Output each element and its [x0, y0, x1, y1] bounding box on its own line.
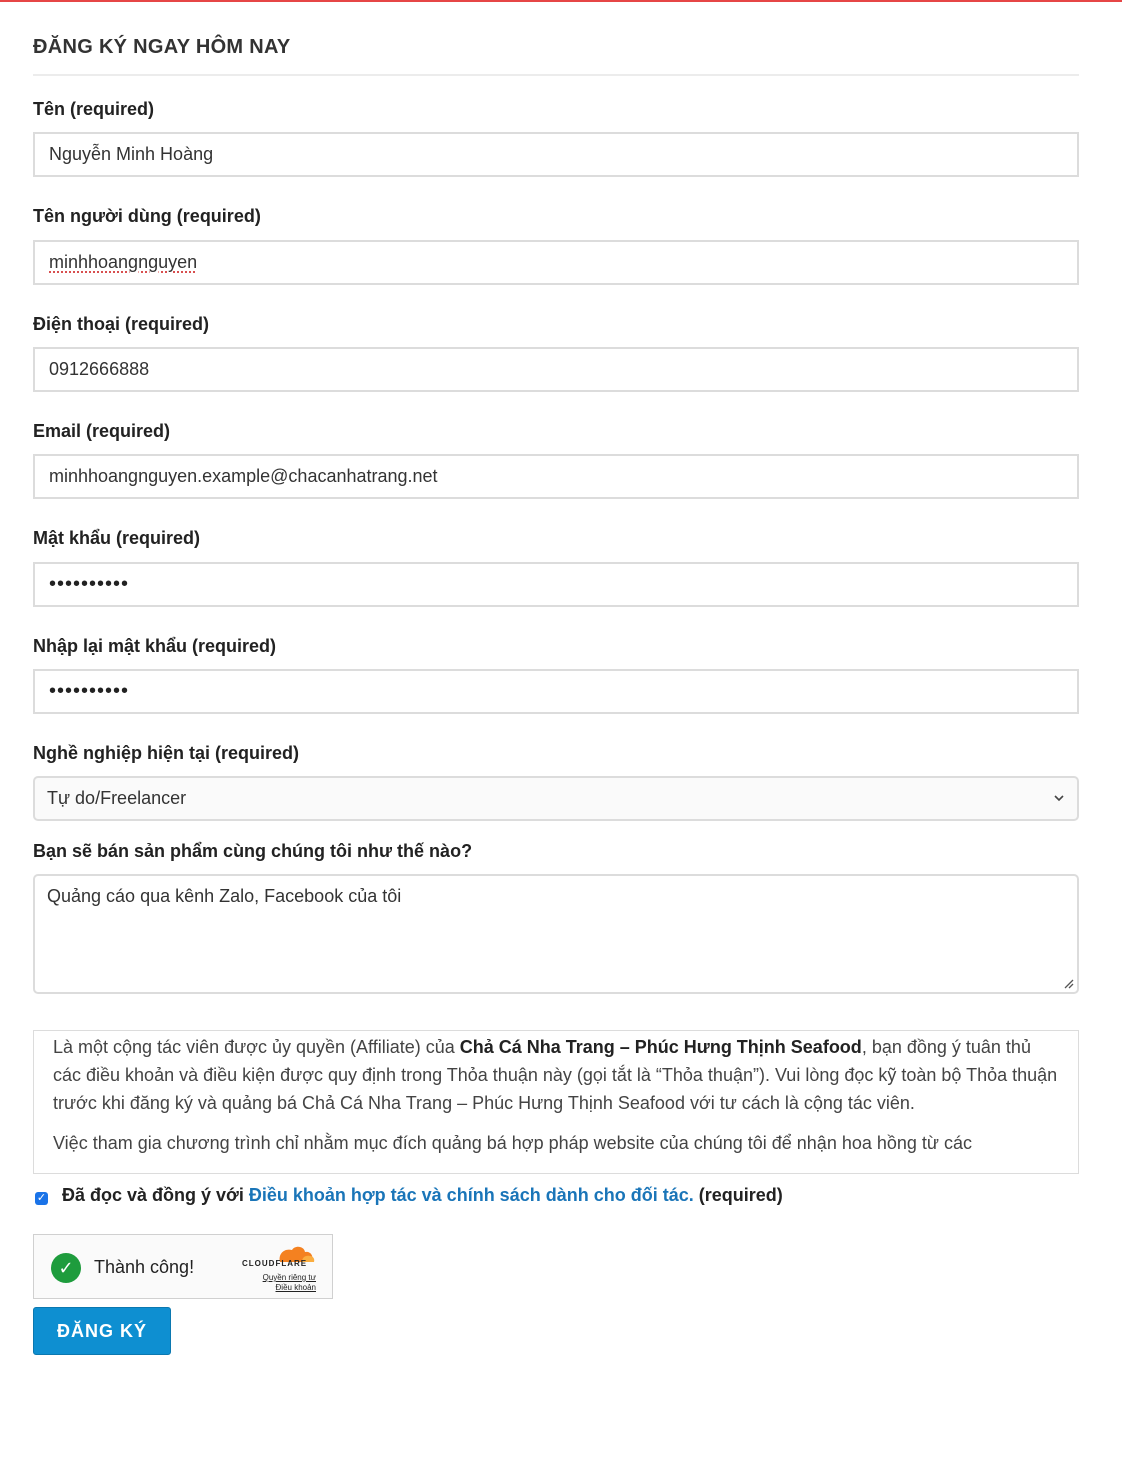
occupation-select[interactable] [33, 776, 1079, 821]
agree-suffix: (required) [693, 1185, 783, 1205]
password-input[interactable] [33, 562, 1079, 607]
captcha-terms-link[interactable]: Điều khoản [275, 1283, 316, 1292]
terms-text-1: Là một cộng tác viên được ủy quyền (Affiliate) của [53, 1037, 460, 1057]
terms-box[interactable] [33, 1030, 1079, 1174]
captcha-status: Thành công! [94, 1257, 195, 1277]
cloudflare-captcha [33, 1234, 333, 1299]
agree-prefix: Đã đọc và đồng ý với [62, 1185, 249, 1205]
name-label: Tên (required) [33, 99, 155, 119]
password-confirm-value: •••••••••• [49, 680, 130, 702]
terms-paragraph [53, 1033, 1058, 1117]
name-input[interactable] [33, 132, 1079, 177]
success-check-icon: ✓ [51, 1253, 81, 1283]
resize-grip-icon[interactable] [1062, 977, 1074, 989]
agree-label [62, 1185, 783, 1206]
password-value: •••••••••• [49, 573, 130, 595]
cloudflare-brand: CLOUDFLARE [242, 1259, 308, 1268]
phone-input[interactable] [33, 347, 1079, 392]
username-input[interactable] [33, 240, 1079, 285]
phone-label: Điện thoại (required) [33, 314, 210, 334]
title-divider [33, 74, 1079, 76]
password-label: Mật khẩu (required) [33, 528, 201, 548]
occupation-label: Nghề nghiệp hiện tại (required) [33, 743, 300, 763]
email-label: Email (required) [33, 421, 171, 441]
submit-button[interactable]: ĐĂNG KÝ [33, 1307, 171, 1355]
chevron-down-icon [1053, 778, 1065, 835]
agree-checkbox[interactable]: ✓ [36, 1192, 47, 1204]
occupation-value: Tự do/Freelancer [47, 788, 187, 808]
email-input[interactable] [33, 454, 1079, 499]
username-value: minhhoangnguyen [49, 252, 198, 272]
terms-link[interactable]: Điều khoản hợp tác và chính sách dành cho đối tác. [248, 1185, 694, 1205]
terms-paragraph-2: Việc tham gia chương trình chỉ nhằm mục đích quảng bá hợp pháp website của chúng tôi để nhận hoa hồng từ các [53, 1133, 972, 1153]
how-sell-value: Quảng cáo qua kênh Zalo, Facebook của tôi [47, 886, 402, 906]
how-sell-textarea[interactable] [33, 874, 1079, 994]
terms-text-2: , bạn đồng ý tuân thủ các điều khoản và điều kiện được quy định trong Thỏa thuận này (gọi tắt là “Thỏa thuận”). Vui lòng đọc kỹ toàn bộ Thỏa thuận trước khi đăng ký và quảng bá Chả Cá Nha Trang – Phúc Hưng Thịnh Seafood với tư cách là cộng tác viên. [53, 1037, 1058, 1113]
password-confirm-input[interactable] [33, 669, 1079, 714]
how-sell-label: Bạn sẽ bán sản phẩm cùng chúng tôi như thế nào? [33, 841, 473, 861]
form-title: ĐĂNG KÝ NGAY HÔM NAY [33, 36, 291, 58]
phone-value: 0912666888 [49, 359, 150, 379]
privacy-link[interactable]: Quyền riêng tư [262, 1273, 316, 1282]
email-value: minhhoangnguyen.example@chacanhatrang.net [49, 466, 438, 486]
password-confirm-label: Nhập lại mật khẩu (required) [33, 636, 277, 656]
username-label: Tên người dùng (required) [33, 206, 261, 226]
top-accent-bar [0, 0, 1122, 2]
name-value: Nguyễn Minh Hoàng [49, 144, 214, 164]
terms-company-name: Chả Cá Nha Trang – Phúc Hưng Thịnh Seafood [459, 1037, 862, 1057]
